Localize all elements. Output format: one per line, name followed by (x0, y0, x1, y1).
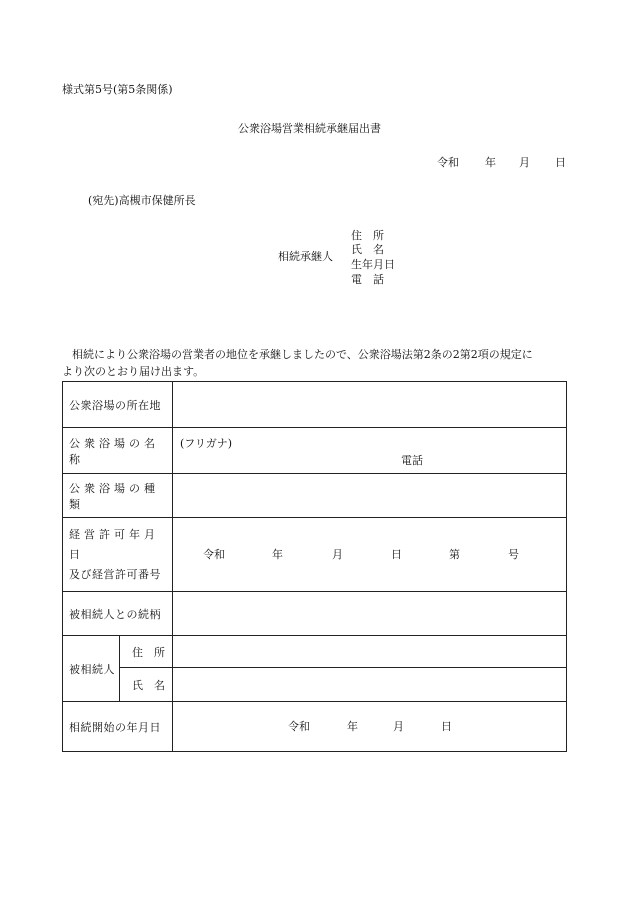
intro-text-line-2: より次のとおり届け出ます。 (62, 365, 205, 378)
start-date-label: 相続開始の年月日 (63, 702, 173, 752)
bathhouse-phone-label: 電話 (401, 454, 423, 467)
start-day: 日 (441, 720, 452, 733)
deceased-name-label: 氏 名 (120, 668, 173, 702)
date-era: 令和 (437, 156, 459, 169)
bathhouse-type-input[interactable] (173, 474, 567, 518)
deceased-address-label: 住 所 (120, 636, 173, 668)
permit-day: 日 (391, 548, 402, 561)
successor-name-label: 氏 名 (351, 243, 384, 256)
permit-label (63, 518, 173, 592)
bathhouse-name-label: 公衆浴場の名称 (63, 428, 173, 474)
permit-era: 令和 (203, 548, 225, 561)
notification-table (62, 381, 567, 752)
start-date-input[interactable] (173, 702, 567, 752)
successor-phone-label: 電 話 (351, 273, 384, 286)
successor-label: 相続承継人 (278, 250, 333, 263)
location-label: 公衆浴場の所在地 (63, 382, 173, 428)
permit-dai: 第 (449, 548, 460, 561)
start-month: 月 (393, 720, 404, 733)
date-day: 日 (555, 156, 566, 169)
successor-birthdate-label: 生年月日 (351, 258, 395, 271)
date-month: 月 (519, 156, 530, 169)
relation-input[interactable] (173, 592, 567, 636)
permit-label-line-2: 及び経営許可番号 (69, 567, 161, 581)
deceased-address-input[interactable] (173, 636, 567, 668)
intro-text-line-1: 相続により公衆浴場の営業者の地位を承継しましたので、公衆浴場法第2条の2第2項の規定に (72, 348, 533, 361)
permit-year: 年 (272, 548, 283, 561)
permit-month: 月 (332, 548, 343, 561)
furigana-label: (フリガナ) (180, 437, 233, 450)
document-title: 公衆浴場営業相続承継届出書 (238, 122, 381, 135)
location-input[interactable] (173, 382, 567, 428)
permit-go: 号 (508, 548, 519, 561)
start-year: 年 (347, 720, 358, 733)
bathhouse-name-input[interactable] (173, 428, 567, 474)
form-number: 様式第5号(第5条関係) (62, 83, 173, 96)
relation-label: 被相続人との続柄 (63, 592, 173, 636)
successor-address-label: 住 所 (351, 229, 384, 242)
addressee: (宛先)高槻市保健所長 (88, 194, 196, 207)
permit-label-line-1: 経営許可年月日 (69, 527, 159, 561)
deceased-label: 被相続人 (63, 636, 120, 702)
deceased-name-input[interactable] (173, 668, 567, 702)
date-year: 年 (485, 156, 496, 169)
bathhouse-type-label: 公衆浴場の種類 (63, 474, 173, 518)
permit-input[interactable] (173, 518, 567, 592)
start-era: 令和 (288, 720, 310, 733)
